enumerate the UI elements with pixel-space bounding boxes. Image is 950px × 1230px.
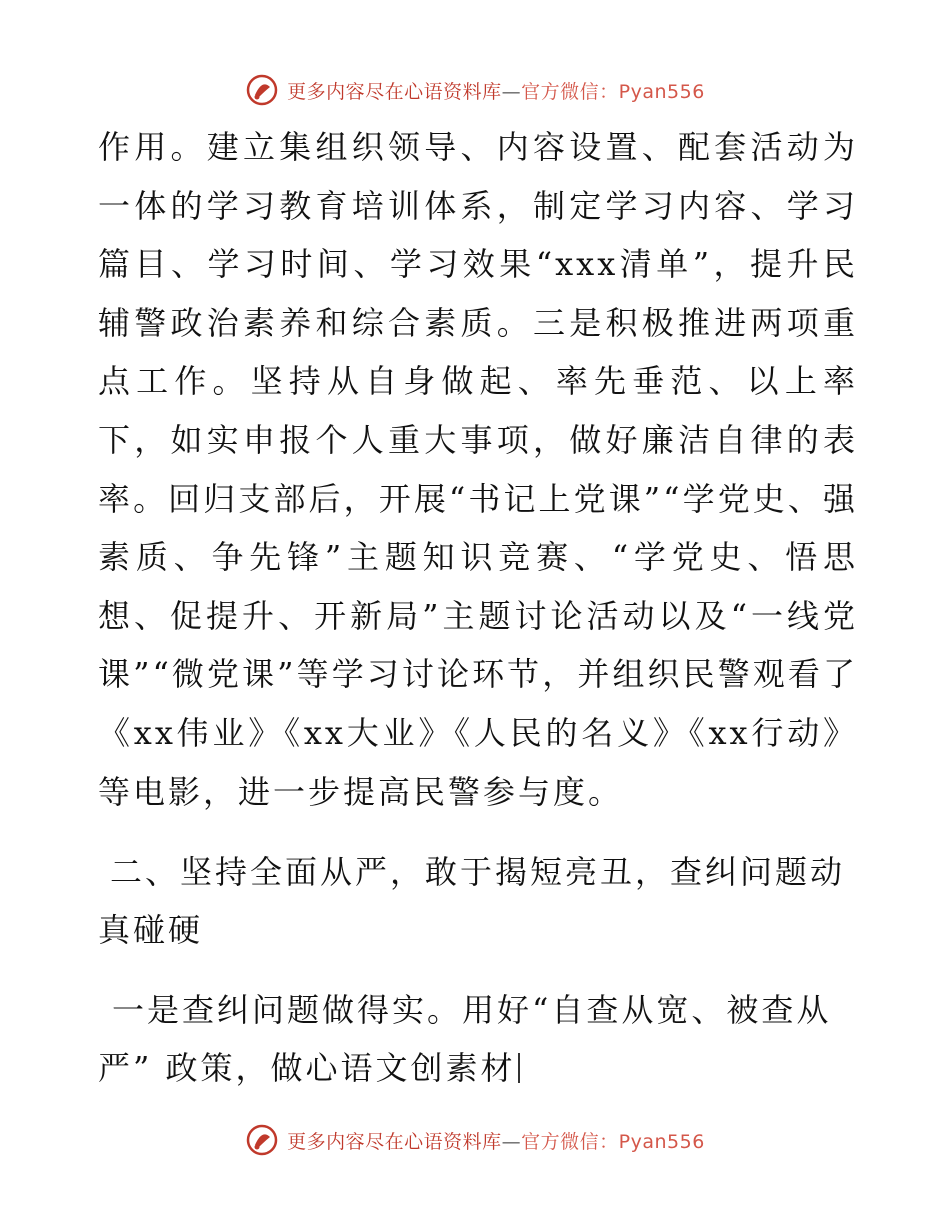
watermark-banner-bottom [0,1120,950,1160]
watermark-main-text: 更多内容尽在心语资料库 [287,80,502,103]
section-heading-line1: 二、坚持全面从严，敢于揭短亮丑，查纠问题动 [110,853,846,892]
body-paragraph-2-line1: 一是查纠问题做得实。用好“自查从宽、被查从 [112,991,832,1030]
section-heading-line2: 真碰硬 [98,911,204,950]
watermark-main-text: 更多内容尽在心语资料库 [287,1130,502,1153]
watermark-wechat-text: 官方微信：Pyan556 [521,1130,705,1153]
body-paragraph-2 [98,981,858,1097]
section-heading [98,843,858,959]
brand-logo-icon [245,1123,279,1157]
body-paragraph-2-line2: 严” 政策，做心语文创素材 [98,1049,516,1088]
watermark-banner-top [0,70,950,110]
watermark-wechat-text: 官方微信：Pyan556 [521,80,705,103]
watermark-separator: — [501,80,522,103]
body-paragraph: 作用。建立集组织领导、内容设置、配套活动为一体的学习教育培训体系，制定学习内容、学习篇目、学习时间、学习效果“xxx清单”，提升民辅警政治素养和综合素质。三是积极推进两项重点工作。坚持从自身做起、率先垂范、以上率下，如实申报个人重大事项，做好廉洁自律的表率。回归支部后，开展“书记上党课”“学党史、强素质、争先锋”主题知识竞赛、“学党史、悟思想、促提升、开新局”主题讨论活动以及“一线党课”“微党课”等学习讨论环节，并组织民警观看了《xx伟业》《xx大业》《人民的名义》《xx行动》等电影，进一步提高民警参与度。 [98,128,858,811]
brand-logo-icon [245,73,279,107]
watermark-separator: — [501,1130,522,1153]
document-body [98,118,858,1097]
text-cursor [518,1053,520,1083]
